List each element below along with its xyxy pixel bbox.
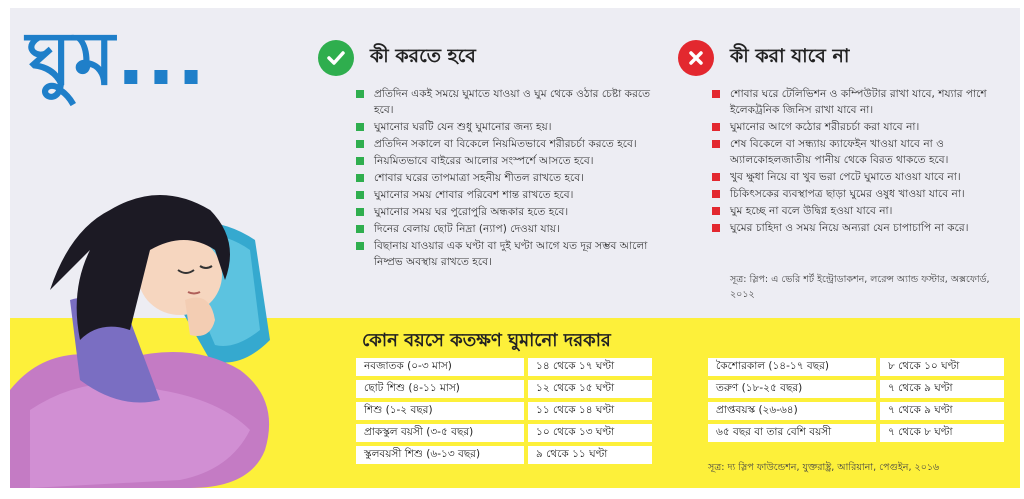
list-item: ঘুমের চাহিদা ও সময় নিয়ে অন্যরা যেন চাপাচাপি না করে।: [712, 220, 1012, 236]
age-source: সূত্র: দ্য স্লিপ ফাউন্ডেশন, যুক্তরাষ্ট্র, আরিয়ানা, পেগুইন, ২০১৬: [708, 462, 940, 473]
dont-heading: কী করা যাবে না: [730, 45, 850, 67]
table-row: তরুণ (১৮-২৫ বছর) ৭ থেকে ৯ ঘণ্টা: [708, 380, 1004, 398]
dont-header: [678, 40, 849, 76]
table-row: কৈশোরকাল (১৪-১৭ বছর) ৮ থেকে ১০ ঘণ্টা: [708, 358, 1004, 376]
dont-list: [712, 86, 1012, 237]
do-heading: কী করতে হবে: [370, 45, 476, 67]
age-table-left: [356, 354, 652, 468]
check-icon: [318, 40, 354, 76]
list-item: প্রতিদিন সকালে বা বিকেলে নিয়মিতভাবে শরীরচর্চা করতে হবে।: [356, 136, 652, 152]
dont-source: সূত্র: স্লিপ: এ ভেরি শর্ট ইন্ট্রোডাকশন, লরেন্স অ্যান্ড ফস্টার, অক্সফোর্ড, ২০১২: [730, 274, 990, 300]
list-item: শেষ বিকেলে বা সন্ধ্যায় ক্যাফেইন খাওয়া যাবে না ও অ্যালকোহলজাতীয় পানীয় থেকে বিরত থাকতে হবে।: [712, 136, 1012, 168]
age-heading: কোন বয়সে কতক্ষণ ঘুমানো দরকার: [362, 330, 611, 351]
table-row: প্রাকস্কুল বয়সী (৩-৫ বছর) ১০ থেকে ১৩ ঘণ্টা: [356, 424, 652, 442]
list-item: ঘুম হচ্ছে না বলে উদ্বিগ্ন হওয়া যাবে না।: [712, 203, 1012, 219]
page-title: ঘুম...: [26, 16, 208, 102]
sleeping-girl-illustration: [10, 170, 310, 488]
list-item: নিয়মিতভাবে বাইরের আলোর সংস্পর্শে আসতে হবে।: [356, 153, 652, 169]
table-row: ৬৫ বছর বা তার বেশি বয়সী ৭ থেকে ৮ ঘণ্টা: [708, 424, 1004, 442]
list-item: দিনের বেলায় ছোট নিদ্রা (ন্যাপ) দেওয়া যায়।: [356, 221, 652, 237]
do-header: [318, 40, 476, 76]
cross-icon: [678, 40, 714, 76]
list-item: ঘুমানোর সময় ঘর পুরোপুরি অন্ধকার হতে হবে।: [356, 204, 652, 220]
table-row: ছোট শিশু (৪-১১ মাস) ১২ থেকে ১৫ ঘণ্টা: [356, 380, 652, 398]
list-item: খুব ক্ষুধা নিয়ে বা খুব ভরা পেটে ঘুমাতে যাওয়া যাবে না।: [712, 169, 1012, 185]
age-table-right: [708, 354, 1004, 446]
list-item: প্রতিদিন একই সময়ে ঘুমাতে যাওয়া ও ঘুম থেকে ওঠার চেষ্টা করতে হবে।: [356, 86, 652, 118]
list-item: শোবার ঘরে টেলিভিশন ও কম্পিউটার রাখা যাবে, শয্যার পাশে ইলেকট্রনিক জিনিস রাখা যাবে না।: [712, 86, 1012, 118]
list-item: শোবার ঘরের তাপমাত্রা সহনীয় শীতল রাখতে হবে।: [356, 170, 652, 186]
table-row: প্রাপ্তবয়স্ক (২৬-৬৪) ৭ থেকে ৯ ঘণ্টা: [708, 402, 1004, 420]
list-item: চিকিৎসকের ব্যবস্থাপত্র ছাড়া ঘুমের ওষুধ খাওয়া যাবে না।: [712, 186, 1012, 202]
list-item: বিছানায় যাওয়ার এক ঘণ্টা বা দুই ঘণ্টা আগে যত দূর সম্ভব আলো নিষ্প্রভ অবস্থায় রাখতে হবে।: [356, 238, 652, 270]
list-item: ঘুমানোর ঘরটি যেন শুধু ঘুমানোর জন্য হয়।: [356, 119, 652, 135]
table-row: শিশু (১-২ বছর) ১১ থেকে ১৪ ঘণ্টা: [356, 402, 652, 420]
do-list: [356, 86, 652, 271]
table-row: নবজাতক (০-৩ মাস) ১৪ থেকে ১৭ ঘণ্টা: [356, 358, 652, 376]
list-item: ঘুমানোর আগে কঠোর শরীরচর্চা করা যাবে না।: [712, 119, 1012, 135]
list-item: ঘুমানোর সময় শোবার পরিবেশ শান্ত রাখতে হবে।: [356, 187, 652, 203]
table-row: স্কুলবয়সী শিশু (৬-১৩ বছর) ৯ থেকে ১১ ঘণ্টা: [356, 446, 652, 464]
